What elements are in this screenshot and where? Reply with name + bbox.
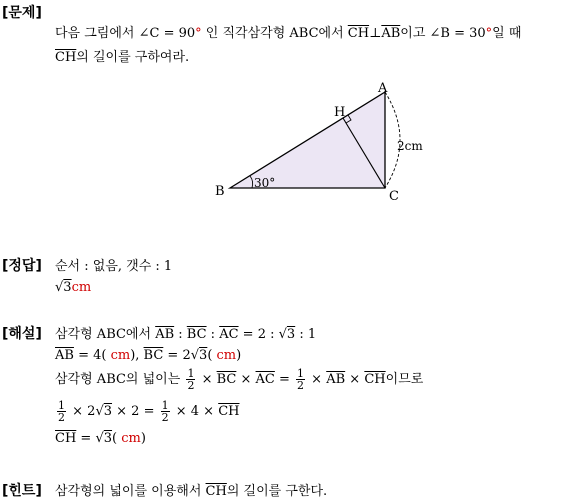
answer-line-2: √3cm xyxy=(55,280,92,295)
vertex-label-c: C xyxy=(389,189,399,204)
hint-tag: [힌트] xyxy=(2,483,42,499)
explanation-line-2: $\overline{AB} = 4$( cm), $\overline{BC} = 2√3$( cm) xyxy=(55,348,242,363)
problem-tag: [문제] xyxy=(2,5,42,21)
triangle-abc xyxy=(230,92,385,188)
hint-line: 삼각형의 넓이를 이용해서 $\overline{CH}$의 길이를 구한다. xyxy=(55,484,328,499)
explanation-tag: [해설] xyxy=(2,326,42,342)
problem-line-1: 다음 그림에서 ∠C = 90° 인 직각삼각형 ABC에서 $\overline{CH}\perp\overline{AB}$이고 ∠B = 30°일 때 xyxy=(55,26,522,41)
angle-label: 30° xyxy=(254,176,276,190)
answer-tag: [정답] xyxy=(2,258,42,274)
vertex-label-h: H xyxy=(334,105,346,120)
answer-line-1: 순서 : 없음, 갯수 : 1 xyxy=(55,259,173,274)
explanation-line-5: $\overline{CH} = √3$( cm) xyxy=(55,431,146,446)
explanation-line-3: 삼각형 ABC의 넓이는 $\frac{1}{2}$ × $\overline{BC} \times \overline{AC}$ = $\frac{1}{2}$ × $\overline{AB} \times \overline{CH}$이므로 xyxy=(55,367,424,392)
vertex-label-a: A xyxy=(378,81,388,96)
triangle-figure xyxy=(210,80,430,210)
explanation-line-4: $\frac{1}{2}$ × 2√3 × 2 = $\frac{1}{2}$ × $4 \times \overline{CH}$ xyxy=(58,399,240,424)
vertex-label-b: B xyxy=(215,184,225,199)
length-label: 2cm xyxy=(397,139,423,153)
problem-line-2: $\overline{CH}$의 길이를 구하여라. xyxy=(55,50,190,65)
explanation-line-1: 삼각형 ABC에서 $\overline{AB}$ : $\overline{BC}$ : $\overline{AC} = 2$ : √3 : 1 xyxy=(55,327,317,342)
sqrt-symbol: √3 xyxy=(55,280,72,295)
